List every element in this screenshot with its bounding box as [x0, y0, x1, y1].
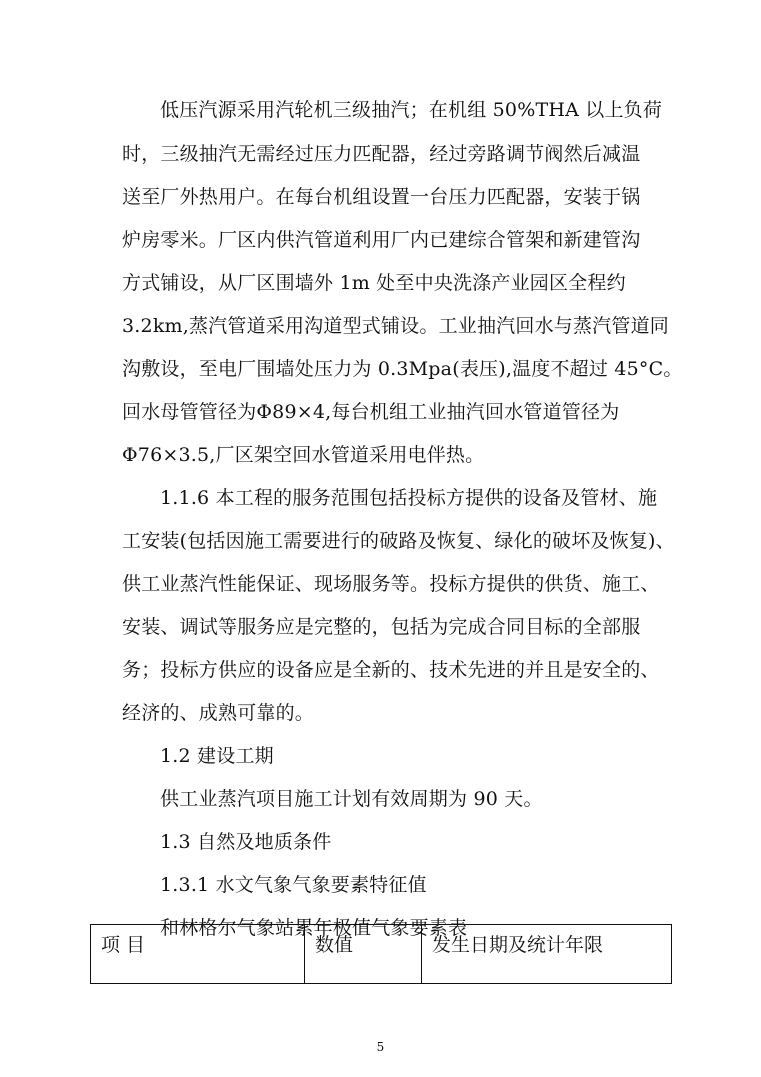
paragraph-line: 时，三级抽汽无需经过压力匹配器，经过旁路调节阀然后减温 [122, 143, 641, 165]
table-caption: 和林格尔气象站累年极值气象要素表 [160, 917, 468, 939]
paragraph-line: 3.2km,蒸汽管道采用沟道型式铺设。工业抽汽回水与蒸汽管道同 [122, 315, 669, 337]
meteorological-table [90, 924, 672, 984]
paragraph-line: 务；投标方供应的设备应是全新的、技术先进的并且是安全的、 [122, 659, 660, 681]
page-number: 5 [376, 1040, 385, 1054]
paragraph-line: 低压汽源采用汽轮机三级抽汽；在机组 50%THA 以上负荷 [160, 99, 663, 121]
table-header-row [91, 925, 672, 984]
paragraph-line: 1.1.6 本工程的服务范围包括投标方提供的设备及管材、施 [160, 487, 658, 509]
table-header-cell-date: 发生日期及统计年限 [422, 925, 672, 984]
paragraph-line: 回水母管管径为Φ89×4,每台机组工业抽汽回水管道管径为 [122, 401, 620, 423]
table-header-cell-value: 数值 [305, 925, 422, 984]
paragraph-line: 供工业蒸汽项目施工计划有效周期为 90 天。 [160, 788, 543, 810]
section-heading: 1.2 建设工期 [160, 745, 274, 767]
paragraph-line: 供工业蒸汽性能保证、现场服务等。投标方提供的供货、施工、 [122, 573, 660, 595]
paragraph-line: 炉房零米。厂区内供汽管道利用厂内已建综合管架和新建管沟 [122, 229, 641, 251]
paragraph-line: 送至厂外热用户。在每台机组设置一台压力匹配器，安装于锅 [122, 186, 641, 208]
paragraph-line: 方式铺设，从厂区围墙外 1m 处至中央洗涤产业园区全程约 [122, 272, 626, 294]
paragraph-line: 工安装(包括因施工需要进行的破路及恢复、绿化的破坏及恢复)、 [122, 530, 675, 552]
section-heading: 1.3 自然及地质条件 [160, 831, 332, 853]
subsection-heading: 1.3.1 水文气象气象要素特征值 [160, 874, 427, 896]
paragraph-line: 沟敷设，至电厂围墙处压力为 0.3Mpa(表压),温度不超过 45°C。 [122, 358, 683, 380]
paragraph-line: Φ76×3.5,厂区架空回水管道采用电伴热。 [122, 444, 485, 466]
table-header-cell-item: 项 目 [91, 925, 305, 984]
paragraph-line: 安装、调试等服务应是完整的，包括为完成合同目标的全部服 [122, 616, 641, 638]
paragraph-line: 经济的、成熟可靠的。 [122, 702, 315, 724]
